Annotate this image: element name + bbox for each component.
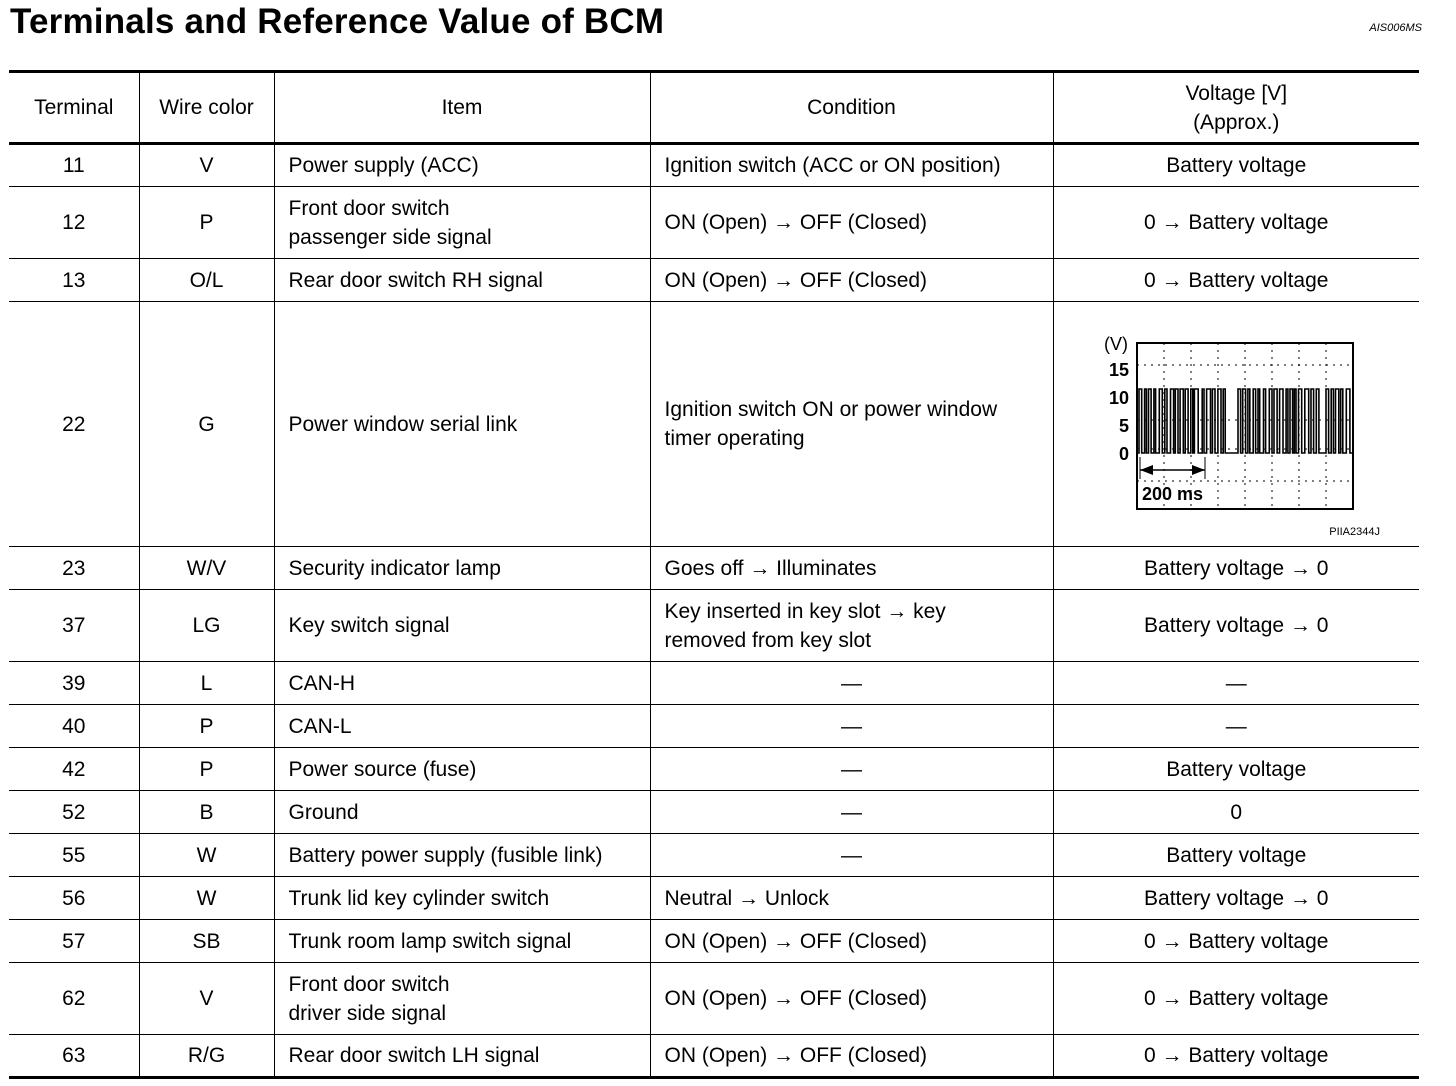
terminal-cell: 37 [9,590,139,662]
wire-color-cell: V [139,144,274,187]
terminal-cell: 40 [9,705,139,748]
table-row [9,834,1419,877]
voltage-cell: Battery voltage [1053,144,1419,187]
terminal-cell: 22 [9,302,139,547]
table-row [9,144,1419,187]
condition-cell: — [650,662,1053,705]
terminal-cell: 11 [9,144,139,187]
condition-cell: ON (Open) → OFF (Closed) [650,1035,1053,1078]
wire-color-cell: V [139,963,274,1035]
voltage-cell: Battery voltage [1053,748,1419,791]
condition-cell: ON (Open) → OFF (Closed) [650,259,1053,302]
wire-color-cell: G [139,302,274,547]
item-line: Front door switch [288,196,450,220]
header-terminal: Terminal [9,72,139,144]
table-row [9,920,1419,963]
condition-line: Key inserted in key slot → key [664,599,946,623]
wire-color-cell: P [139,748,274,791]
table-row [9,590,1419,662]
condition-cell: — [650,834,1053,877]
condition-cell: Ignition switch (ACC or ON position) [650,144,1053,187]
terminal-cell: 42 [9,748,139,791]
voltage-cell: 0 → Battery voltage [1053,920,1419,963]
document-id: AIS006MS [1369,22,1422,34]
table-row [9,259,1419,302]
header-voltage [1053,72,1419,144]
item-line: Front door switch [288,972,450,996]
item-cell: Power window serial link [274,302,650,547]
table-row [9,963,1419,1035]
item-line: passenger side signal [288,225,492,249]
time-scale-label: 200 ms [1141,483,1203,504]
table-row [9,791,1419,834]
item-cell: Power supply (ACC) [274,144,650,187]
page-title: Terminals and Reference Value of BCM [10,2,665,41]
item-cell: Ground [274,791,650,834]
voltage-cell: 0 → Battery voltage [1053,1035,1419,1078]
condition-cell: Neutral → Unlock [650,877,1053,920]
table-row [9,187,1419,259]
item-cell: Battery power supply (fusible link) [274,834,650,877]
figure-id: PIIA2344J [1328,525,1380,538]
wire-color-cell: P [139,187,274,259]
wire-color-cell: B [139,791,274,834]
voltage-cell: 0 → Battery voltage [1053,187,1419,259]
item-cell: Trunk room lamp switch signal [274,920,650,963]
condition-line: removed from key slot [664,628,872,652]
item-cell: Rear door switch RH signal [274,259,650,302]
terminal-cell: 39 [9,662,139,705]
voltage-cell: Battery voltage → 0 [1053,590,1419,662]
voltage-waveform-cell [1053,302,1419,547]
voltage-cell: 0 → Battery voltage [1053,963,1419,1035]
wire-color-cell: W [139,834,274,877]
condition-cell: Goes off → Illuminates [650,547,1053,590]
terminal-cell: 12 [9,187,139,259]
condition-cell [650,590,1053,662]
item-cell: Rear door switch LH signal [274,1035,650,1078]
terminal-cell: 57 [9,920,139,963]
terminal-cell: 62 [9,963,139,1035]
table-row [9,748,1419,791]
header-item: Item [274,72,650,144]
table-row [9,877,1419,920]
terminal-cell: 23 [9,547,139,590]
condition-cell: — [650,791,1053,834]
item-line: driver side signal [288,1001,447,1025]
item-cell [274,963,650,1035]
terminal-cell: 52 [9,791,139,834]
item-cell: Trunk lid key cylinder switch [274,877,650,920]
terminal-cell: 55 [9,834,139,877]
item-cell: Security indicator lamp [274,547,650,590]
terminal-cell: 56 [9,877,139,920]
item-cell: CAN-H [274,662,650,705]
wire-color-cell: R/G [139,1035,274,1078]
table-row [9,705,1419,748]
wire-color-cell: L [139,662,274,705]
header-row [9,72,1419,144]
voltage-cell: Battery voltage → 0 [1053,547,1419,590]
terminal-cell: 63 [9,1035,139,1078]
condition-cell: ON (Open) → OFF (Closed) [650,963,1053,1035]
voltage-cell: — [1053,705,1419,748]
terminal-cell: 13 [9,259,139,302]
condition-cell [650,302,1053,547]
y-tick-label: 5 [1118,415,1129,436]
wire-color-cell: LG [139,590,274,662]
y-unit-label: (V) [1103,333,1128,354]
voltage-cell: Battery voltage → 0 [1053,877,1419,920]
wire-color-cell: W [139,877,274,920]
serial-link-waveform [1054,303,1418,546]
item-cell [274,187,650,259]
voltage-cell: 0 [1053,791,1419,834]
y-tick-label: 10 [1108,387,1129,408]
wire-color-cell: W/V [139,547,274,590]
condition-line: Ignition switch ON or power window [664,398,998,421]
item-cell: Key switch signal [274,590,650,662]
voltage-cell: — [1053,662,1419,705]
y-tick-label: 15 [1108,359,1129,380]
voltage-cell: Battery voltage [1053,834,1419,877]
header-wire-color: Wire color [139,72,274,144]
condition-cell: ON (Open) → OFF (Closed) [650,920,1053,963]
table-row [9,1035,1419,1078]
condition-line: timer operating [664,427,805,450]
table-row [9,547,1419,590]
terminal-reference-table [9,70,1419,1079]
table-row [9,662,1419,705]
condition-cell: ON (Open) → OFF (Closed) [650,187,1053,259]
y-tick-label: 0 [1118,443,1129,464]
wire-color-cell: P [139,705,274,748]
item-cell: CAN-L [274,705,650,748]
wire-color-cell: O/L [139,259,274,302]
header-voltage-line2: (Approx.) [1193,110,1280,134]
wire-color-cell: SB [139,920,274,963]
condition-cell: — [650,748,1053,791]
header-voltage-line1: Voltage [V] [1185,81,1288,105]
item-cell: Power source (fuse) [274,748,650,791]
voltage-cell: 0 → Battery voltage [1053,259,1419,302]
condition-cell: — [650,705,1053,748]
table-row [9,302,1419,547]
header-condition: Condition [650,72,1053,144]
